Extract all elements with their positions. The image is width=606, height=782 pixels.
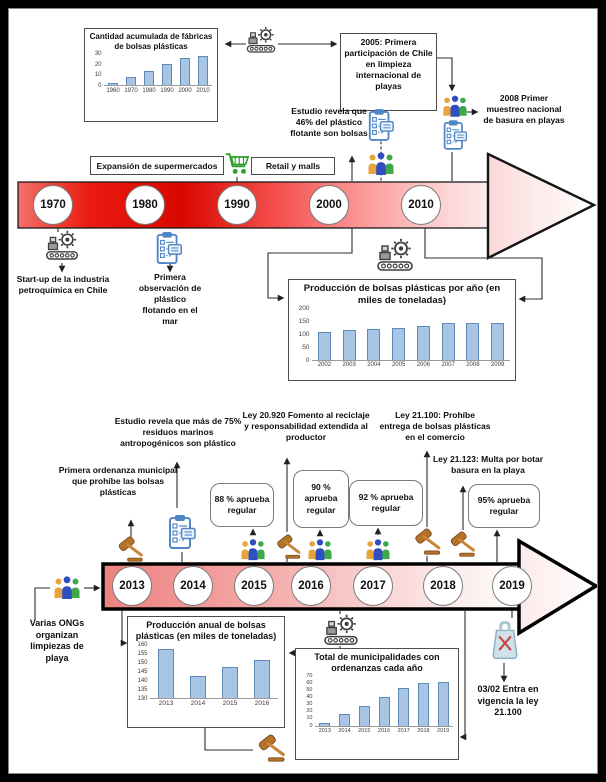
y-tick-60: 60 — [306, 679, 313, 686]
people-icon — [239, 537, 267, 561]
bar-municipalidades-2016 — [379, 697, 390, 726]
bar-fabricas-2010 — [198, 56, 208, 85]
produccion-por-anio-chart-title: Producción de bolsas plásticas por año (en miles de toneladas) — [303, 283, 501, 306]
people-icon — [306, 537, 334, 561]
y-tick-30: 30 — [94, 51, 102, 57]
x-axis — [150, 699, 278, 708]
produccion-por-anio-chart — [294, 304, 510, 369]
x-label-2015: 2015 — [222, 700, 238, 707]
x-label-2014: 2014 — [190, 700, 206, 707]
annotation-2005-participacion: 2005: Primera participación de Chile en limpieza internacional de playas — [340, 33, 437, 111]
timeline-year-2017: 2017 — [353, 566, 393, 606]
bar-produccion-por-anio-2007 — [442, 323, 455, 360]
bar-produccion-por-anio-2004 — [367, 329, 380, 360]
annotation-vigencia-ley: 03/02 Entra en vigencia la ley 21.100 — [477, 684, 539, 718]
y-tick-10: 10 — [306, 715, 313, 722]
bar-produccion-por-anio-2003 — [343, 330, 356, 359]
annotation-estudio-46: Estudio revela que 46% del plástico flotante son bolsas — [290, 106, 368, 139]
municipalidades-chart-title: Total de municipalidades con ordenanzas cada año — [314, 652, 440, 674]
y-tick-140: 140 — [137, 677, 148, 684]
x-label-2006: 2006 — [416, 362, 431, 369]
gavel-icon — [254, 734, 290, 762]
bar-fabricas-1990 — [162, 64, 172, 85]
bar-municipalidades-2018 — [418, 683, 429, 726]
bar-municipalidades-2013 — [319, 723, 330, 725]
x-label-2002: 2002 — [317, 362, 332, 369]
factories-chart — [90, 51, 212, 94]
x-label-2019: 2019 — [437, 728, 450, 734]
x-label-2015: 2015 — [358, 728, 371, 734]
y-tick-160: 160 — [137, 641, 148, 648]
y-axis — [134, 641, 150, 702]
people-icon — [366, 150, 396, 176]
retail-malls-box: Retail y malls — [251, 157, 335, 175]
y-tick-100: 100 — [298, 330, 310, 338]
people-icon — [52, 574, 82, 600]
plot-area — [315, 677, 453, 727]
bar-municipalidades-2019 — [438, 682, 449, 726]
plot-area — [104, 54, 212, 86]
annotation-ley-21100: Ley 21.100: Prohíbe entrega de bolsas plásticas en el comercio — [379, 410, 491, 443]
bar-produccion-por-anio-2009 — [491, 323, 504, 360]
annotation-estudio-75: Estudio revela que más de 75% residuos marinos antropogénicos son plástico — [114, 416, 242, 449]
produccion-anual-chart-box — [127, 616, 285, 728]
timeline-year-1970: 1970 — [33, 185, 73, 225]
x-label-2013: 2013 — [158, 700, 174, 707]
x-label-1960: 1960 — [106, 87, 120, 94]
x-label-2018: 2018 — [417, 728, 430, 734]
annotation-primera-observacion: Primera observación de plástico flotando en el mar — [138, 272, 202, 327]
y-tick-50: 50 — [302, 343, 310, 351]
aprueba-92-box: 92 % aprueba regular — [349, 480, 423, 526]
bar-produccion-anual-2015 — [222, 667, 238, 698]
y-tick-150: 150 — [298, 317, 310, 325]
x-label-2007: 2007 — [441, 362, 455, 369]
y-tick-50: 50 — [306, 686, 313, 693]
timeline-year-2014: 2014 — [173, 566, 213, 606]
bar-produccion-por-anio-2008 — [466, 323, 479, 360]
bar-produccion-anual-2014 — [190, 676, 206, 698]
factories-chart-box — [84, 28, 218, 122]
y-tick-30: 30 — [306, 701, 313, 708]
y-tick-0: 0 — [98, 83, 102, 89]
timeline-year-1980: 1980 — [125, 185, 165, 225]
y-axis — [294, 304, 312, 364]
y-tick-70: 70 — [306, 672, 313, 679]
x-label-2016: 2016 — [254, 700, 270, 707]
gavel-icon — [272, 534, 306, 559]
y-tick-135: 135 — [137, 686, 148, 693]
bar-fabricas-1980 — [144, 71, 154, 85]
x-label-2013: 2013 — [318, 728, 331, 734]
timeline-year-2010: 2010 — [401, 185, 441, 225]
y-tick-130: 130 — [137, 695, 148, 702]
aprueba-90-box: 90 % aprueba regular — [293, 470, 349, 528]
y-axis — [90, 51, 104, 89]
x-label-2004: 2004 — [367, 362, 381, 369]
gavel-icon — [410, 528, 446, 555]
annotation-ongs: Varias ONGs organizan limpiezas de playa — [29, 618, 85, 664]
y-tick-150: 150 — [137, 659, 148, 666]
timeline-year-2013: 2013 — [112, 566, 152, 606]
plot-area — [150, 645, 278, 699]
x-axis — [312, 361, 510, 369]
timeline-year-2018: 2018 — [423, 566, 463, 606]
x-label-2017: 2017 — [397, 728, 410, 734]
y-tick-0: 0 — [305, 356, 310, 364]
y-tick-145: 145 — [137, 668, 148, 675]
municipalidades-chart — [301, 672, 453, 735]
produccion-anual-chart-title: Producción anual de bolsas plásticas (en miles de toneladas) — [135, 620, 277, 642]
shopping-cart-icon — [224, 150, 250, 177]
expansion-supermercados-box: Expansión de supermercados — [90, 156, 224, 175]
factory-icon — [375, 238, 415, 272]
factory-icon — [44, 230, 80, 261]
bar-produccion-anual-2013 — [158, 649, 174, 698]
y-tick-40: 40 — [306, 693, 313, 700]
aprueba-95-box: 95% aprueba regular — [468, 484, 540, 528]
x-label-2014: 2014 — [338, 728, 351, 734]
y-tick-155: 155 — [137, 650, 148, 657]
municipalidades-chart-box — [295, 648, 459, 760]
timeline-year-2015: 2015 — [234, 566, 274, 606]
bar-fabricas-1970 — [126, 77, 136, 86]
factory-icon — [245, 26, 277, 54]
bar-municipalidades-2014 — [339, 714, 350, 725]
gavel-icon — [113, 536, 149, 562]
bar-municipalidades-2017 — [398, 688, 409, 725]
factories-chart-title: Cantidad acumulada de fábricas de bolsas plásticas — [89, 32, 213, 51]
bar-fabricas-1960 — [108, 83, 118, 85]
timeline-year-2019: 2019 — [492, 566, 532, 606]
x-label-2008: 2008 — [466, 362, 480, 369]
bar-produccion-por-anio-2002 — [318, 332, 331, 359]
clipboard-icon — [167, 514, 197, 550]
bar-produccion-por-anio-2006 — [417, 326, 430, 360]
y-tick-0: 0 — [309, 722, 313, 729]
x-label-1980: 1980 — [142, 87, 156, 94]
produccion-anual-chart — [134, 641, 278, 708]
x-label-2000: 2000 — [178, 87, 192, 94]
people-icon — [441, 93, 469, 118]
clipboard-icon — [367, 108, 395, 142]
bar-produccion-por-anio-2005 — [392, 328, 405, 360]
y-tick-20: 20 — [94, 61, 102, 68]
bar-fabricas-2000 — [180, 58, 190, 85]
timeline-year-2000: 2000 — [309, 185, 349, 225]
clipboard-icon — [442, 119, 468, 151]
annotation-startup-petroquimica: Start-up de la industria petroquímica en Chile — [16, 274, 110, 296]
x-label-2016: 2016 — [377, 728, 391, 734]
y-tick-20: 20 — [306, 708, 313, 715]
factory-icon — [322, 614, 360, 646]
bar-municipalidades-2015 — [359, 706, 370, 725]
clipboard-icon — [154, 231, 184, 265]
gavel-icon — [446, 531, 480, 557]
annotation-ley-20920: Ley 20.920 Fomento al reciclaje y responsabilidad extendida al productor — [242, 410, 370, 443]
bar-produccion-anual-2016 — [254, 660, 270, 698]
crossed-plastic-bag-icon — [488, 618, 522, 662]
annotation-ley-21123: Ley 21.123: Multa por botar basura en la playa — [432, 454, 544, 476]
x-label-2009: 2009 — [490, 362, 505, 369]
x-axis — [104, 86, 212, 94]
timeline-year-1990: 1990 — [217, 185, 257, 225]
x-axis — [315, 727, 453, 735]
y-tick-10: 10 — [94, 72, 102, 79]
x-label-1970: 1970 — [124, 87, 138, 94]
x-label-2005: 2005 — [391, 362, 406, 369]
plot-area — [312, 309, 510, 361]
produccion-por-anio-chart-box — [288, 279, 516, 381]
aprueba-88-box: 88 % aprueba regular — [210, 483, 274, 527]
people-icon — [364, 537, 392, 561]
y-tick-200: 200 — [298, 304, 310, 312]
annotation-primera-ordenanza: Primera ordenanza municipal que prohíbe las bolsas plásticas — [58, 465, 178, 498]
x-label-1990: 1990 — [160, 87, 174, 94]
annotation-muestreo-2008: 2008 Primer muestreo nacional de basura en playas — [483, 93, 565, 126]
x-label-2010: 2010 — [196, 87, 210, 94]
y-axis — [301, 672, 315, 729]
timeline-year-2016: 2016 — [291, 566, 331, 606]
x-label-2003: 2003 — [342, 362, 356, 369]
